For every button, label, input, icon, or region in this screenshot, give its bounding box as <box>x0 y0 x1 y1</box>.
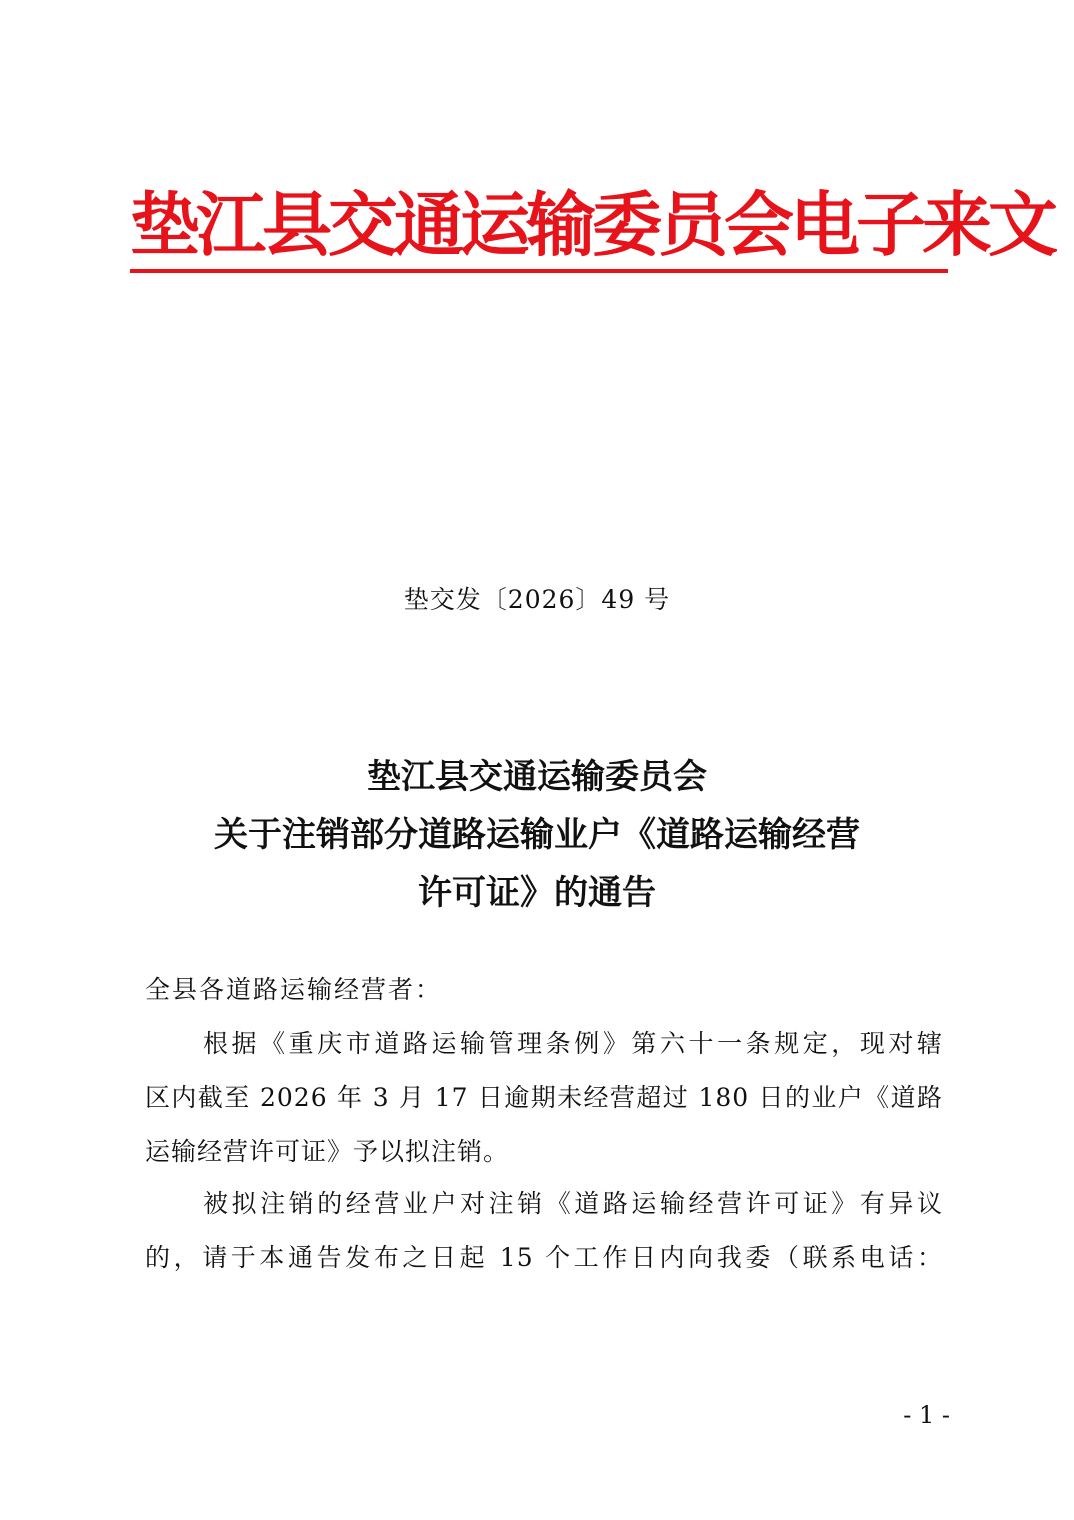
document-number: 垫交发〔2026〕49 号 <box>403 585 671 614</box>
paragraph-2-line-2: 的，请于本通告发布之日起 15 个工作日内向我委（联系电话： <box>145 1243 943 1272</box>
title-line-3: 许可证》的通告 <box>418 873 656 913</box>
paragraph-1-line-1: 根据《重庆市道路运输管理条例》第六十一条规定，现对辖 <box>203 1029 943 1058</box>
title-line-2: 关于注销部分道路运输业户《道路运输经营 <box>214 815 860 855</box>
title-line-1: 垫江县交通运输委员会 <box>367 757 707 797</box>
paragraph-1-line-2: 区内截至 2026 年 3 月 17 日逾期未经营超过 180 日的业户《道路 <box>145 1083 943 1112</box>
paragraph-2-line-1: 被拟注销的经营业户对注销《道路运输经营许可证》有异议 <box>203 1189 943 1218</box>
paragraph-1-line-3: 运输经营许可证》予以拟注销。 <box>145 1137 510 1166</box>
salutation: 全县各道路运输经营者： <box>145 975 443 1004</box>
body-paragraph-2 <box>145 1186 943 1294</box>
masthead-title: 垫江县交通运输委员会电子来文 <box>130 183 1054 266</box>
masthead-red-rule <box>130 269 948 273</box>
page-number: - 1 - <box>903 1401 950 1429</box>
body-paragraph-1 <box>145 1026 943 1188</box>
document-title <box>100 748 974 922</box>
